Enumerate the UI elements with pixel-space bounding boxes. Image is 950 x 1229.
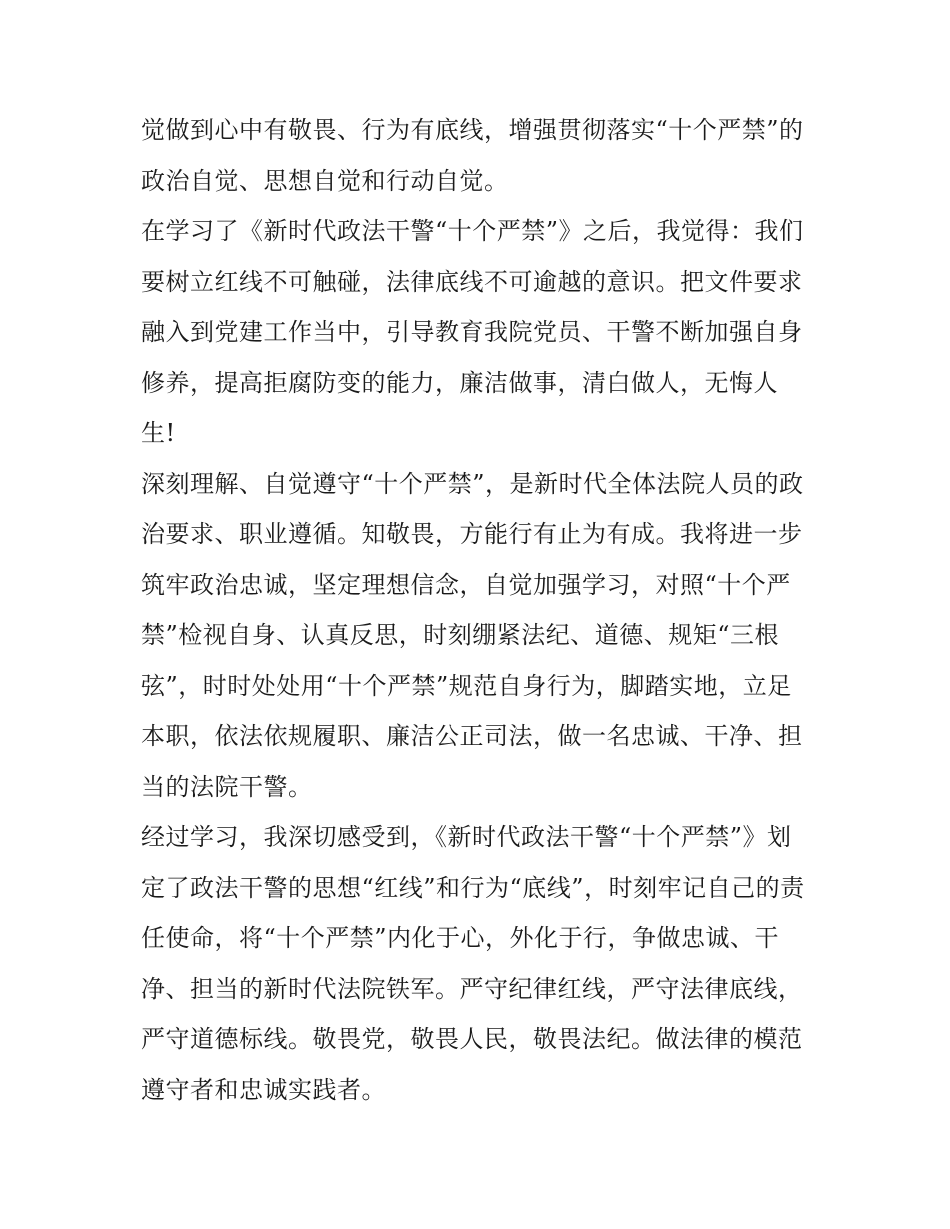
text-line: 觉做到心中有敬畏、行为有底线，增强贯彻落实“十个严禁”的 <box>141 116 804 144</box>
text-line: 本职，依法依规履职、廉洁公正司法，做一名忠诚、干净、担 <box>141 722 803 750</box>
text-line: 定了政法干警的思想“红线”和行为“底线”，时刻牢记自己的责 <box>141 873 805 902</box>
text-line: 政治自觉、思想自觉和行动自觉。 <box>141 166 509 195</box>
text-line: 禁”检视自身、认真反思，时刻绷紧法纪、道德、规矩“三根 <box>141 621 780 649</box>
text-line: 生! <box>141 419 176 447</box>
text-line: 治要求、职业遵循。知敬畏，方能行有止为有成。我将进一步 <box>141 520 803 548</box>
text-line: 筑牢政治忠诚，坚定理想信念，自觉加强学习，对照“十个严 <box>141 570 791 599</box>
text-line: 任使命，将“十个严禁”内化于心，外化于行，争做忠诚、干 <box>141 924 780 952</box>
text-line: 净、担当的新时代法院铁军。严守纪律红线，严守法律底线， <box>141 974 803 1003</box>
text-line: 严守道德标线。敬畏党，敬畏人民，敬畏法纪。做法律的模范 <box>141 1025 803 1053</box>
text-line: 要树立红线不可触碰，法律底线不可逾越的意识。把文件要求 <box>141 267 803 296</box>
text-line: 修养，提高拒腐防变的能力，廉洁做事，清白做人，无悔人 <box>141 368 778 397</box>
text-line: 弦”，时时处处用“十个严禁”规范自身行为，脚踏实地，立足 <box>141 671 792 700</box>
text-line: 当的法院干警。 <box>141 772 313 801</box>
text-line: 在学习了《新时代政法干警“十个严禁”》之后，我觉得：我们 <box>141 217 804 245</box>
document-body <box>141 105 821 1115</box>
text-line: 深刻理解、自觉遵守“十个严禁”，是新时代全体法院人员的政 <box>141 469 804 498</box>
text-line: 融入到党建工作当中，引导教育我院党员、干警不断加强自身 <box>141 318 803 346</box>
text-line: 经过学习，我深切感受到，《新时代政法干警“十个严禁”》划 <box>141 823 792 851</box>
text-line: 遵守者和忠诚实践者。 <box>141 1075 386 1104</box>
